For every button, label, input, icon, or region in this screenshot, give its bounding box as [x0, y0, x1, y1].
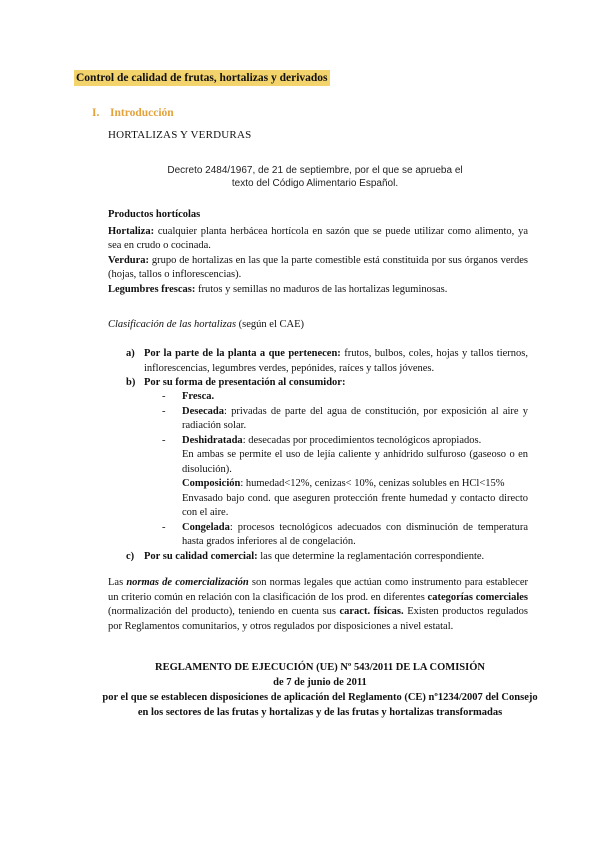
list-term-c: Por su calidad comercial: — [144, 551, 258, 562]
productos-heading: Productos hortícolas — [108, 209, 201, 220]
deshidratada-text: : desecadas por procedimientos tecnológicos apropiados. — [242, 434, 482, 446]
classification-list-c — [126, 550, 528, 565]
normas-term-2: categorías comerciales — [427, 591, 529, 603]
desecada-term: Desecada — [182, 405, 224, 417]
normas-term-1: normas de comercialización — [126, 577, 249, 588]
ambas-note: En ambas se permite el uso de lejía caliente y anhídrido sulfuroso (gaseoso o en disolución). — [182, 449, 528, 475]
reglamento-line-3: por el que se establecen disposiciones de aplicación del Reglamento (CE) nº1234/2007 del Consejo en los sectores de las frutas y hortalizas y de las frutas y hortalizas transformadas — [102, 692, 538, 718]
normas-paragraph — [108, 576, 528, 634]
clasificacion-heading — [108, 318, 528, 333]
productos-section — [108, 208, 528, 297]
legumbres-text: frutos y semillas no maduros de las hortalizas leguminosas. — [195, 283, 448, 295]
decree-citation — [150, 164, 480, 190]
list-label-c: c) — [126, 551, 135, 562]
list-label-b: b) — [126, 377, 136, 388]
sublist-item-deshidratada — [162, 434, 528, 449]
reglamento-heading — [100, 660, 540, 720]
fresca-term: Fresca. — [182, 391, 215, 402]
normas-text-3: (normalización del producto), teniendo en cuenta sus — [108, 606, 340, 617]
dash-bullet: - — [162, 521, 166, 533]
list-text-c: las que determine la reglamentación correspondiente. — [257, 551, 485, 562]
hortaliza-definition — [108, 225, 528, 254]
composicion-text: : humedad<12%, cenizas< 10%, cenizas solubles en HCl<15% — [240, 478, 505, 489]
decree-line-1: Decreto 2484/1967, de 21 de septiembre, por el que se aprueba el — [167, 165, 463, 176]
presentation-sublist — [162, 390, 528, 550]
normas-text-1: Las — [108, 577, 127, 588]
list-item-a — [126, 347, 528, 376]
envasado-note: Envasado bajo cond. que aseguren protección frente humedad y contacto directo con el aire. — [182, 492, 528, 518]
decree-line-2: texto del Código Alimentario Español. — [231, 178, 399, 189]
section-title: Introducción — [110, 107, 174, 119]
list-item-c — [126, 550, 528, 565]
subtitle: HORTALIZAS Y VERDURAS — [108, 129, 252, 141]
desecada-text: : privadas de parte del agua de constitución, por exposición al aire y radiación solar. — [182, 405, 528, 431]
hortaliza-term: Hortaliza: — [108, 225, 155, 237]
classification-list — [126, 347, 528, 391]
normas-text-4: Existen productos regulados por Reglamentos comunitarios, y otros regulados por disposiciones a nivel estatal. — [108, 606, 528, 632]
list-term-a: Por la parte de la planta a que pertenecen: — [144, 348, 341, 359]
legumbres-definition — [108, 283, 528, 298]
reglamento-line-1: REGLAMENTO DE EJECUCIÓN (UE) Nº 543/2011 DE LA COMISIÓN — [155, 662, 485, 673]
normas-term-3: caract. físicas. — [339, 606, 404, 617]
deshidratada-term: Deshidratada — [182, 434, 243, 446]
normas-text-2: son normas legales que actúan como instrumento para establecer un criterio común en relación con la clasificación de los prod. en diferentes — [108, 577, 528, 603]
congelada-term: Congelada — [182, 521, 230, 533]
sublist-item-congelada — [162, 521, 528, 550]
clasificacion-italic: Clasificación de las hortalizas — [108, 319, 237, 330]
reglamento-line-2: de 7 de junio de 2011 — [273, 677, 367, 688]
composicion-term: Composición — [182, 478, 241, 489]
composicion-line — [162, 477, 528, 492]
section-heading — [92, 106, 174, 121]
list-item-b — [126, 376, 528, 391]
legumbres-term: Legumbres frescas: — [108, 283, 196, 295]
sublist-item-fresca — [162, 390, 528, 405]
verdura-term: Verdura: — [108, 254, 150, 266]
list-text-a: frutos, bulbos, coles, hojas y tallos tiernos, inflorescencias, legumbres verdes, pepónides, raíces y tallos jóvenes. — [144, 348, 528, 374]
hortaliza-text: cualquier planta herbácea hortícola en sazón que se puede utilizar como alimento, ya sea en crudo o cocinada. — [108, 225, 528, 251]
list-term-b: Por su forma de presentación al consumidor: — [144, 377, 346, 388]
sublist-item-desecada — [162, 405, 528, 434]
list-label-a: a) — [126, 348, 135, 359]
section-number: I. — [92, 107, 100, 119]
document-title: Control de calidad de frutas, hortalizas y derivados — [76, 72, 328, 84]
dash-bullet: - — [162, 434, 166, 446]
verdura-definition — [108, 254, 528, 283]
clasificacion-rest: (según el CAE) — [236, 319, 304, 330]
dash-bullet: - — [162, 391, 166, 402]
dash-bullet: - — [162, 405, 166, 417]
verdura-text: grupo de hortalizas en las que la parte comestible está constituida por sus órganos verdes (hojas, tallos o inflorescencias). — [108, 254, 528, 280]
congelada-text: : procesos tecnológicos adecuados con disminución de temperatura hasta grados inferiores al de congelación. — [182, 521, 528, 547]
